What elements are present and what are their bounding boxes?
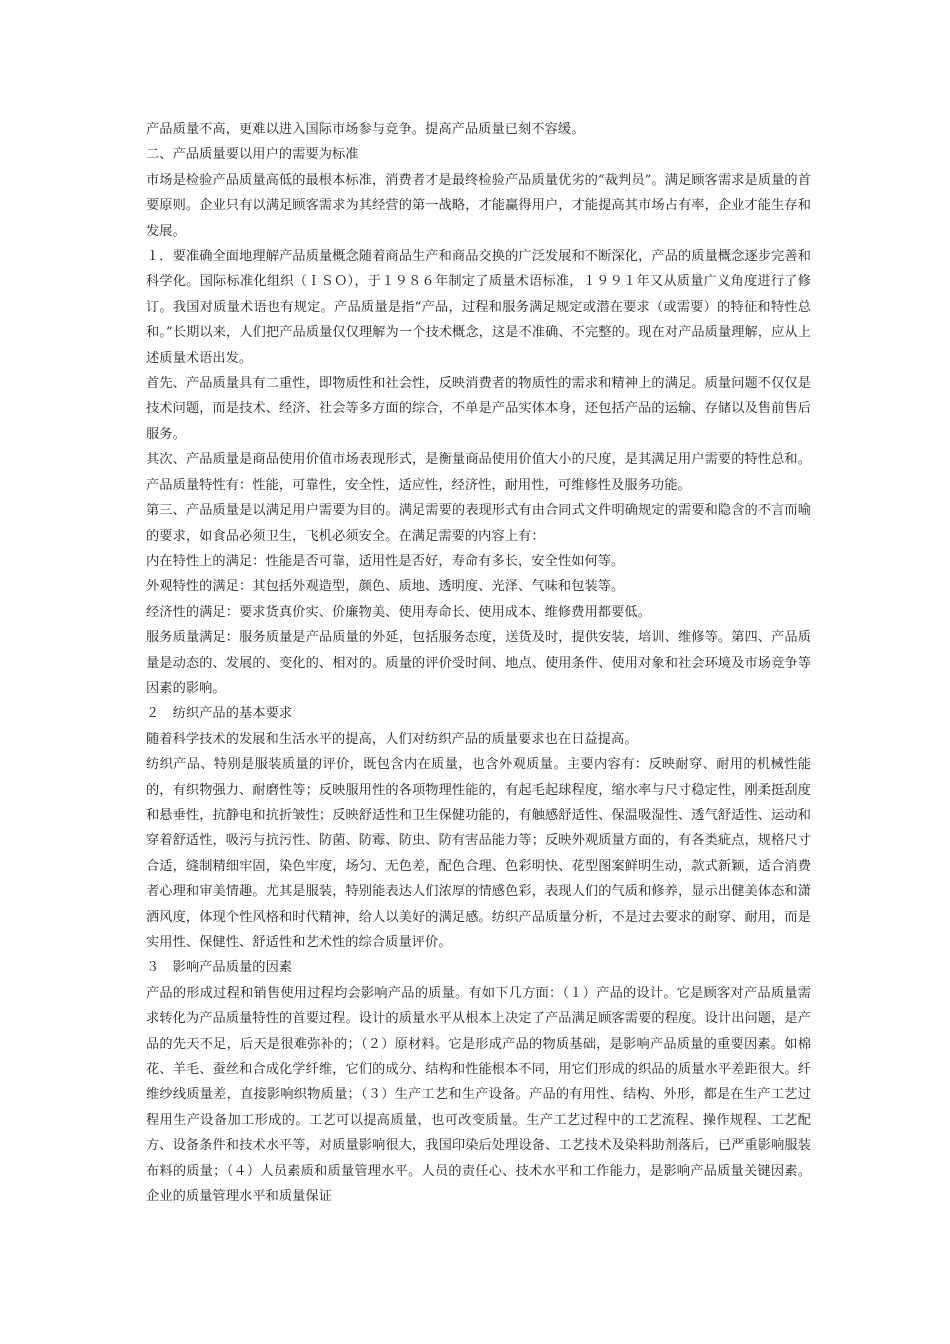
paragraph-economic-satisfaction: 经济性的满足：要求货真价实、价廉物美、使用寿命长、使用成本、维修费用都要低。 [146, 604, 651, 620]
section-heading-user-needs: 二、产品质量要以用户的需要为标准 [146, 147, 359, 163]
paragraph-rising-requirements: 随着科学技术的发展和生活水平的提高，人们对纺织产品的质量要求也在日益提高。 [146, 731, 638, 747]
paragraph-intro-continuation: 产品质量不高，更难以进入国际市场参与竞争。提高产品质量已刻不容缓。 [146, 122, 585, 137]
paragraph-intrinsic-satisfaction: 内在特性上的满足：性能是否可靠，适用性是否好，寿命有多长，安全性如何等。 [146, 553, 625, 569]
section-heading-textile-requirements: ２ 纺织产品的基本要求 [146, 706, 293, 722]
paragraph-market-standard: 市场是检验产品质量高低的最根本标准，消费者才是最终检验产品质量优劣的“裁判员”。满足顾客需求是质量的首要原则。企业只有以满足顾客需求为其经营的第一战略，才能赢得用户，才能提高其市场占有率，企业才能生存和发展。 [146, 172, 811, 239]
document-body [146, 117, 811, 1209]
paragraph-first-duality: 首先、产品质量具有二重性，即物质性和社会性，反映消费者的物质性的需求和精神上的满足。质量问题不仅仅是技术问题，而是技术、经济、社会等多方面的综合，不单是产品实体本身，还包括产品的运输、存储以及售前售后服务。 [146, 376, 811, 442]
paragraph-service-and-fourth: 服务质量满足：服务质量是产品质量的外延，包括服务态度，送货及时，提供安装，培训、维修等。第四、产品质量是动态的、发展的、变化的、相对的。质量的评价受时间、地点、使用条件、使用对象和社会环境及市场竞争等因素的影响。 [146, 630, 811, 696]
paragraph-quality-concept: １．要准确全面地理解产品质量概念随着商品生产和商品交换的广泛发展和不断深化，产品的质量概念逐步完善和科学化。国际标准化组织（ＩＳＯ），于１９８６年制定了质量术语标准，１９９１年又从质量广义角度进行了修订。我国对质量术语也有规定。产品质量是指“产品，过程和服务满足规定或潜在要求（或需要）的特征和特性总和。”长期以来，人们把产品质量仅仅理解为一个技术概念，这是不准确、不完整的。现在对产品质量理解，应从上述质量术语出发。 [146, 249, 811, 366]
paragraph-third-user-needs: 第三、产品质量是以满足用户需要为目的。满足需要的表现形式有由合同式文件明确规定的需要和隐含的不言而喻的要求，如食品必须卫生，飞机必须安全。在满足需要的内容上有： [146, 503, 811, 544]
paragraph-second-use-value: 其次、产品质量是商品使用价值市场表现形式，是衡量商品使用价值大小的尺度，是其满足用户需要的特性总和。产品质量特性有：性能，可靠性，安全性，适应性，经济性，耐用性，可维修性及服务功能。 [146, 452, 811, 493]
section-heading-quality-factors: ３ 影响产品质量的因素 [146, 960, 293, 976]
paragraph-quality-factors: 产品的形成过程和销售使用过程均会影响产品的质量。有如下几方面：（１）产品的设计。它是顾客对产品质量需求转化为产品质量特性的首要过程。设计的质量水平从根本上决定了产品满足顾客需要的程度。设计出问题，是产品的先天不足，后天是很难弥补的；（２）原材料。它是形成产品的物质基础，是影响产品质量的重要因素。如棉花、羊毛、蚕丝和合成化学纤维，它们的成分、结构和性能根本不同，用它们形成的织品的质量水平差距很大。纤维纱线质量差，直接影响织物质量；（３）生产工艺和生产设备。产品的有用性、结构、外形，都是在生产工艺过程用生产设备加工形成的。工艺可以提高质量，也可改变质量。生产工艺过程中的工艺流程、操作规程、工艺配方、设备条件和技术水平等，对质量影响很大，我国印染后处理设备、工艺技术及染料助剂落后，已严重影响服装布料的质量；（４）人员素质和质量管理水平。人员的责任心、技术水平和工作能力，是影响产品质量关键因素。企业的质量管理水平和质量保证 [146, 985, 811, 1205]
paragraph-appearance-satisfaction: 外观特性的满足：其包括外观造型，颜色、质地、透明度、光泽、气味和包装等。 [146, 579, 625, 595]
paragraph-textile-evaluation: 纺织产品、特别是服装质量的评价，既包含内在质量，也含外观质量。主要内容有：反映耐穿、耐用的机械性能的，有织物强力、耐磨性等；反映服用性的各项物理性能的，有起毛起球程度，缩水率与尺寸稳定性，刚柔挺刮度和悬垂性，抗静电和抗折皱性；反映舒适性和卫生保健功能的，有触感舒适性、保温吸湿性、透气舒适性、运动和穿着舒适性，吸污与抗污性、防菌、防霉、防虫、防有害品能力等；反映外观质量方面的，有各类疵点，规格尺寸合适，缝制精细牢固，染色牢度，场匀、无色差，配色合理、色彩明快、花型图案鲜明生动，款式新颖，适合消费者心理和审美情趣。尤其是服装，特别能表达人们浓厚的情感色彩，表现人们的气质和修养，显示出健美体态和潇洒风度，体现个性风格和时代精神，给人以美好的满足感。纺织产品质量分析，不是过去要求的耐穿、耐用，而是实用性、保健性、舒适性和艺术性的综合质量评价。 [146, 757, 811, 950]
